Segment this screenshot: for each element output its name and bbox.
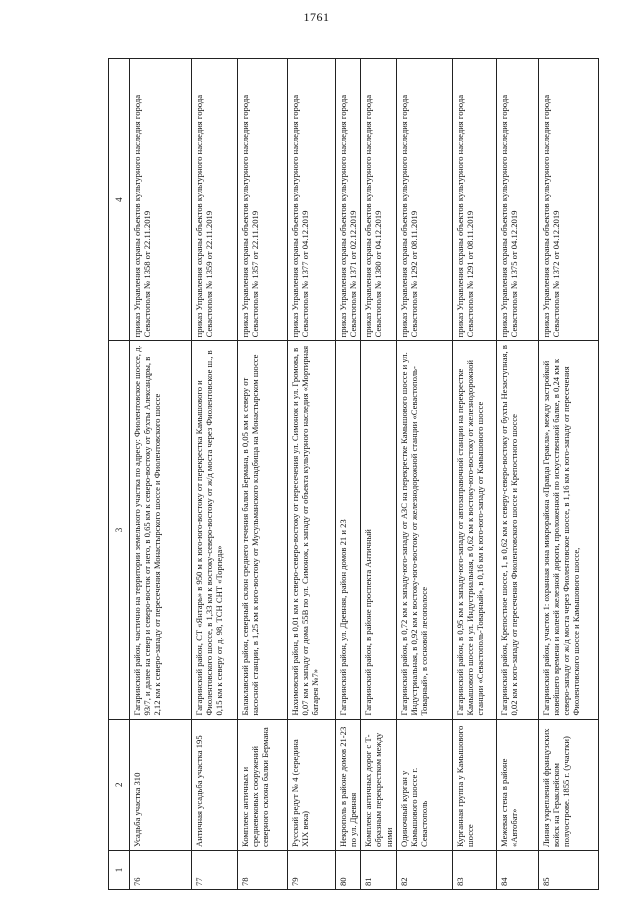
- table-row: [361, 59, 396, 890]
- rotated-table-container: [108, 58, 582, 890]
- table-row: [538, 59, 598, 890]
- object-name: Античная усадьба участка 195: [192, 719, 238, 850]
- row-number: 77: [192, 850, 238, 889]
- order-reference: приказ Управления охраны объектов культурного наследия города Севастополя № 1358 от 22.11.2019: [130, 59, 192, 341]
- table-row: [238, 59, 288, 890]
- object-location: Гагаринский район, ул. Древняя, район домов 21 и 23: [336, 341, 361, 719]
- object-location: Гагаринский район, СТ «Янтарь» в 950 м к юго-юго-востоку от перекрестка Камышового и Фиолентовского шоссе, в 1,33 км к востоку-северо-востоку от ж/д моста через Фиолентовское ш., в 0,15 км к северу от д. 98, ТСН СНТ «Торпеда»: [192, 341, 238, 719]
- object-name: Межевая стена в районе «Автобат»: [496, 719, 538, 850]
- header-col-1: 1: [109, 850, 130, 889]
- object-name: Русский редут № 4 (середина XIX века): [288, 719, 336, 850]
- heritage-objects-table: [108, 58, 599, 890]
- header-row: [109, 59, 130, 890]
- object-name: Усадьба участка 310: [130, 719, 192, 850]
- table-row: [496, 59, 538, 890]
- table-row: [396, 59, 452, 890]
- table-row: [192, 59, 238, 890]
- object-location: Гагаринский район, Крепостное шоссе, 1, в 0,62 км к северу-северо-востоку от бухты Незаступная, в 0,02 км к юго-западу от пересечения Фиолентовского шоссе и Крепостного шоссе: [496, 341, 538, 719]
- object-location: Балаклавский район, северный склон среднего течения балки Бермана, в 0,05 км к северу от насосной станции, в 1,25 км к юго-востоку от Мусульманского кладбища на Монастырском шоссе: [238, 341, 288, 719]
- order-reference: приказ Управления охраны объектов культурного наследия города Севастополя № 1375 от 04.12.2019: [496, 59, 538, 341]
- row-number: 81: [361, 850, 396, 889]
- header-col-3: 3: [109, 341, 130, 719]
- table-row: [336, 59, 361, 890]
- order-reference: приказ Управления охраны объектов культурного наследия города Севастополя № 1372 от 04.12.2019: [538, 59, 598, 341]
- order-reference: приказ Управления охраны объектов культурного наследия города Севастополя № 1357 от 22.11.2019: [238, 59, 288, 341]
- row-number: 84: [496, 850, 538, 889]
- object-location: Нахимовский район, в 0,01 км к северо-северо-востоку от пересечения ул. Симонок и ул. Громова, в 0,07 км к западу от дома 55В по ул. Симонок, к западу от объекта культурного наследия «Мортирная батарея №7»: [288, 341, 336, 719]
- object-name: Одиночный курган у Камышового шоссе г. Севастополь: [396, 719, 452, 850]
- page-number: 1761: [303, 10, 330, 24]
- object-location: Гагаринский район, частично на территории земельного участка по адресу: Фиолентовское шоссе, д. 93/7, и далее на север и северо-восток от него, в 0,65 км к северо-востоку от бухты Александры, в 2,12 км к северо-западу от пересечения Монастырского шоссе и Фиолентовского шоссе: [130, 341, 192, 719]
- object-location: Гагаринский район, участок 1: охранная зона микрорайона «Правда Геракла», между застройкой новейшего времени и колеей железной дороги, проложенной по искусственной балке, в 0,24 км к северо-западу от ж/д моста через Фиолентовское шоссе, в 1,16 км к юго-западу от пересечения Фиолентовского шоссе и Камышового шоссе,: [538, 341, 598, 719]
- table-viewport: [108, 58, 582, 890]
- row-number: 76: [130, 850, 192, 889]
- table-row: [130, 59, 192, 890]
- object-location: Гагаринский район, в районе проспекта Античный: [361, 341, 396, 719]
- object-location: Гагаринский район, в 0,95 км к западу-юго-западу от автозаправочной станции на перекрестке Камышового шоссе и ул. Индустриальная, в 0,62 км к востоку-юго-востоку от железнодорожной станции «Севастополь-Товарный», в 0,16 км к юго-юго-западу от Камышового шоссе: [452, 341, 496, 719]
- order-reference: приказ Управления охраны объектов культурного наследия города Севастополя № 1359 от 22.11.2019: [192, 59, 238, 341]
- row-number: 78: [238, 850, 288, 889]
- header-col-2: 2: [109, 719, 130, 850]
- object-name: Комплекс античных и средневековых сооружений северного склона балки Бермана: [238, 719, 288, 850]
- object-name: Линия укреплений французских войск на Гераклейском полуострове. 1855 г. (участки): [538, 719, 598, 850]
- row-number: 79: [288, 850, 336, 889]
- order-reference: приказ Управления охраны объектов культурного наследия города Севастополя № 1371 от 02.12.2019: [336, 59, 361, 341]
- row-number: 85: [538, 850, 598, 889]
- order-reference: приказ Управления охраны объектов культурного наследия города Севастополя № 1380 от 04.12.2019: [361, 59, 396, 341]
- row-number: 83: [452, 850, 496, 889]
- object-name: Некрополь в районе домов 21-23 по ул. Древняя: [336, 719, 361, 850]
- object-name: Комплекс античных дорог с Т-образным перекрестком между ними: [361, 719, 396, 850]
- row-number: 80: [336, 850, 361, 889]
- order-reference: приказ Управления охраны объектов культурного наследия города Севастополя № 1377 от 04.12.2019: [288, 59, 336, 341]
- table-row: [288, 59, 336, 890]
- header-col-4: 4: [109, 59, 130, 341]
- object-name: Курганная группа у Камышового шоссе: [452, 719, 496, 850]
- row-number: 82: [396, 850, 452, 889]
- table-row: [452, 59, 496, 890]
- object-location: Гагаринский район, в 0,72 км к западу-юго-западу от АЗС на перекрестке Камышового шоссе и ул. Индустриальная, в 0,92 км к востоку-юго-востоку от железнодорожной станции «Севастополь-Товарный», в сосновой лесополосе: [396, 341, 452, 719]
- order-reference: приказ Управления охраны объектов культурного наследия города Севастополя № 1292 от 08.11.2019: [396, 59, 452, 341]
- order-reference: приказ Управления охраны объектов культурного наследия города Севастополя № 1291 от 08.11.2019: [452, 59, 496, 341]
